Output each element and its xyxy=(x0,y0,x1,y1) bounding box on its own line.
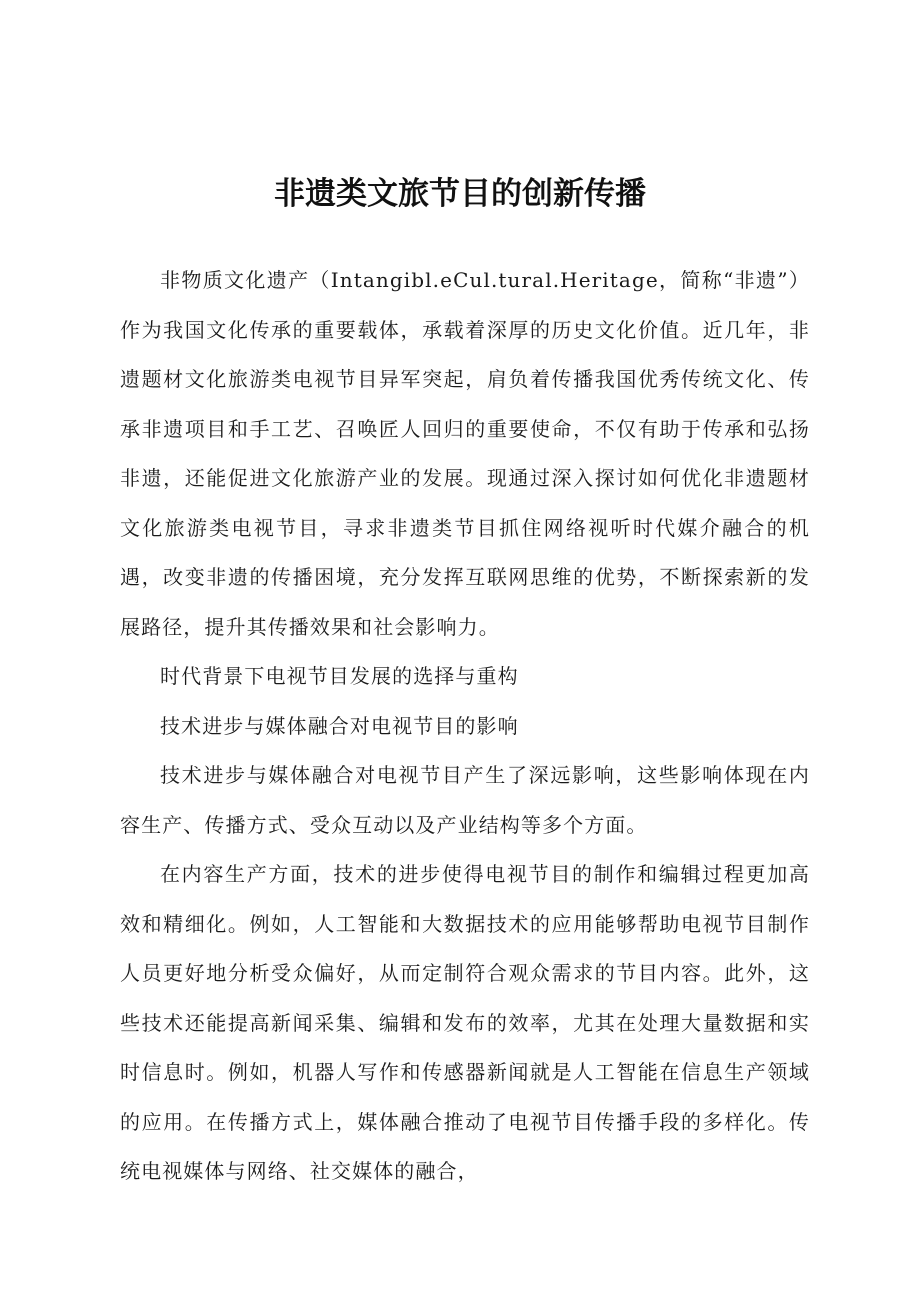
body-paragraph: 技术进步与媒体融合对电视节目产生了深远影响，这些影响体现在内容生产、传播方式、受众互动以及产业结构等多个方面。 xyxy=(120,763,810,837)
section-heading: 时代背景下电视节目发展的选择与重构 xyxy=(160,664,519,688)
subsection-heading: 技术进步与媒体融合对电视节目的影响 xyxy=(160,713,519,738)
document-body xyxy=(120,256,810,1197)
body-paragraph: 在内容生产方面，技术的进步使得电视节目的制作和编辑过程更加高效和精细化。例如，人工智能和大数据技术的应用能够帮助电视节目制作人员更好地分析受众偏好，从而定制符合观众需求的节目内容。此外，这些技术还能提高新闻采集、编辑和发布的效率，尤其在处理大量数据和实时信息时。例如，机器人写作和传感器新闻就是人工智能在信息生产领域的应用。在传播方式上，媒体融合推动了电视节目传播手段的多样化。传统电视媒体与网络、社交媒体的融合， xyxy=(120,862,810,1183)
intro-paragraph: 非物质文化遗产（Intangibl.eCul.tural.Heritage，简称“非遗”）作为我国文化传承的重要载体，承载着深厚的历史文化价值。近几年，非遗题材文化旅游类电视节目异军突起，肩负着传播我国优秀传统文化、传承非遗项目和手工艺、召唤匠人回归的重要使命，不仅有助于传承和弘扬非遗，还能促进文化旅游产业的发展。现通过深入探讨如何优化非遗题材文化旅游类电视节目，寻求非遗类节目抓住网络视听时代媒介融合的机遇，改变非遗的传播困境，充分发挥互联网思维的优势，不断探索新的发展路径，提升其传播效果和社会影响力。 xyxy=(120,268,810,639)
page-title: 非遗类文旅节目的创新传播 xyxy=(274,176,646,212)
